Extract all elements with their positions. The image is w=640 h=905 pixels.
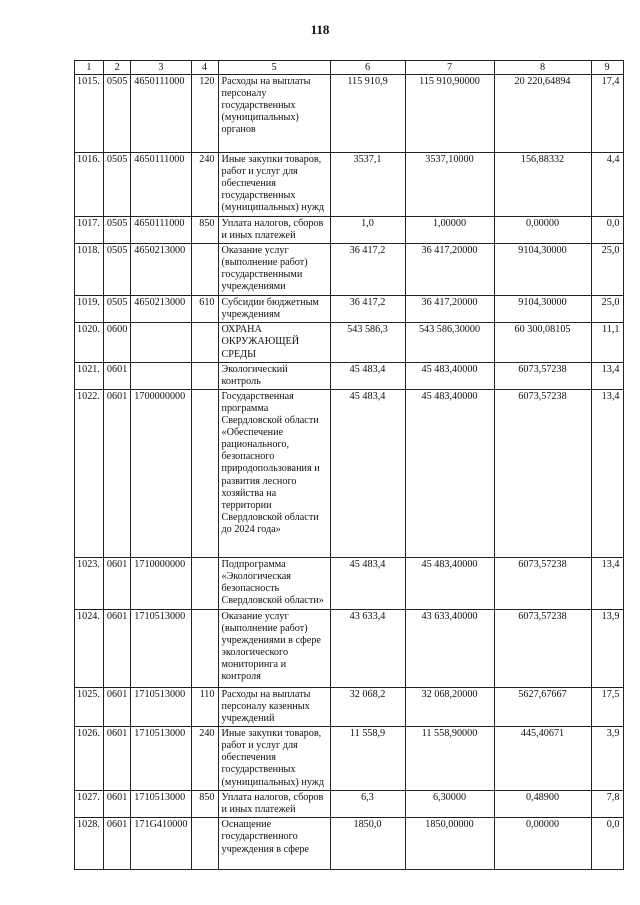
table-row — [75, 791, 624, 818]
execution-percent: 13,4 — [591, 362, 623, 389]
execution-percent: 17,4 — [591, 75, 623, 153]
table-row — [75, 727, 624, 791]
budget-table — [74, 60, 624, 870]
table-row — [75, 323, 624, 362]
execution-percent: 13,4 — [591, 389, 623, 557]
execution-percent: 25,0 — [591, 296, 623, 323]
target-code: 1710513000 — [131, 791, 191, 818]
expense-type: 850 — [191, 217, 218, 244]
table-row — [75, 75, 624, 153]
row-number: 1015. — [75, 75, 104, 153]
plan-amount-precise: 36 417,20000 — [405, 296, 494, 323]
plan-amount: 36 417,2 — [330, 244, 405, 296]
plan-amount-precise: 3537,10000 — [405, 153, 494, 217]
execution-percent: 13,4 — [591, 557, 623, 609]
table-row — [75, 217, 624, 244]
table-row — [75, 244, 624, 296]
executed-amount: 6073,57238 — [494, 557, 591, 609]
plan-amount: 11 558,9 — [330, 727, 405, 791]
section-code: 0505 — [103, 217, 130, 244]
table-row — [75, 362, 624, 389]
execution-percent: 7,8 — [591, 791, 623, 818]
expense-type: 240 — [191, 153, 218, 217]
section-code: 0601 — [103, 389, 130, 557]
row-number: 1024. — [75, 609, 104, 687]
execution-percent: 0,0 — [591, 818, 623, 870]
plan-amount-precise: 45 483,40000 — [405, 362, 494, 389]
plan-amount-precise: 45 483,40000 — [405, 557, 494, 609]
table-body — [75, 75, 624, 870]
execution-percent: 13,9 — [591, 609, 623, 687]
expense-type — [191, 362, 218, 389]
table-row — [75, 687, 624, 726]
expense-type — [191, 557, 218, 609]
plan-amount: 43 633,4 — [330, 609, 405, 687]
plan-amount-precise: 543 586,30000 — [405, 323, 494, 362]
page-number: 118 — [310, 22, 330, 37]
expense-type: 850 — [191, 791, 218, 818]
col-header-2: 2 — [103, 61, 130, 75]
execution-percent: 0,0 — [591, 217, 623, 244]
target-code: 171G410000 — [131, 818, 191, 870]
plan-amount: 45 483,4 — [330, 389, 405, 557]
expense-type: 120 — [191, 75, 218, 153]
item-name: Подпрограмма «Экологическая безопасность Свердловской области» — [218, 557, 330, 609]
row-number: 1022. — [75, 389, 104, 557]
item-name: Уплата налогов, сборов и иных платежей — [218, 791, 330, 818]
table-row — [75, 296, 624, 323]
plan-amount-precise: 45 483,40000 — [405, 389, 494, 557]
section-code: 0505 — [103, 296, 130, 323]
item-name: Оснащение государственного учреждения в сфере — [218, 818, 330, 870]
section-code: 0505 — [103, 75, 130, 153]
expense-type: 240 — [191, 727, 218, 791]
target-code: 4650111000 — [131, 153, 191, 217]
plan-amount-precise: 32 068,20000 — [405, 687, 494, 726]
execution-percent: 4,4 — [591, 153, 623, 217]
target-code — [131, 362, 191, 389]
row-number: 1028. — [75, 818, 104, 870]
table-row — [75, 557, 624, 609]
executed-amount: 0,48900 — [494, 791, 591, 818]
row-number: 1021. — [75, 362, 104, 389]
plan-amount: 36 417,2 — [330, 296, 405, 323]
plan-amount: 45 483,4 — [330, 557, 405, 609]
expense-type: 610 — [191, 296, 218, 323]
plan-amount: 1850,0 — [330, 818, 405, 870]
col-header-6: 6 — [330, 61, 405, 75]
executed-amount: 6073,57238 — [494, 362, 591, 389]
item-name: Иные закупки товаров, работ и услуг для обеспечения государственных (муниципальных) нужд — [218, 153, 330, 217]
section-code: 0505 — [103, 244, 130, 296]
row-number: 1027. — [75, 791, 104, 818]
section-code: 0601 — [103, 362, 130, 389]
item-name: Уплата налогов, сборов и иных платежей — [218, 217, 330, 244]
item-name: Оказание услуг (выполнение работ) учреждениями в сфере экологического мониторинга и контроля — [218, 609, 330, 687]
executed-amount: 156,88332 — [494, 153, 591, 217]
table-row — [75, 389, 624, 557]
row-number: 1025. — [75, 687, 104, 726]
target-code: 4650213000 — [131, 244, 191, 296]
expense-type — [191, 609, 218, 687]
execution-percent: 17,5 — [591, 687, 623, 726]
target-code: 4650111000 — [131, 217, 191, 244]
plan-amount-precise: 6,30000 — [405, 791, 494, 818]
executed-amount: 9104,30000 — [494, 296, 591, 323]
executed-amount: 5627,67667 — [494, 687, 591, 726]
expense-type — [191, 323, 218, 362]
col-header-5: 5 — [218, 61, 330, 75]
row-number: 1023. — [75, 557, 104, 609]
target-code: 1710513000 — [131, 727, 191, 791]
target-code — [131, 323, 191, 362]
execution-percent: 11,1 — [591, 323, 623, 362]
section-code: 0505 — [103, 153, 130, 217]
item-name: Экологический контроль — [218, 362, 330, 389]
plan-amount: 6,3 — [330, 791, 405, 818]
executed-amount: 9104,30000 — [494, 244, 591, 296]
header-row — [75, 61, 624, 75]
item-name: Субсидии бюджетным учреждениям — [218, 296, 330, 323]
row-number: 1017. — [75, 217, 104, 244]
expense-type — [191, 244, 218, 296]
plan-amount-precise: 1,00000 — [405, 217, 494, 244]
target-code: 1710513000 — [131, 687, 191, 726]
item-name: Расходы на выплаты персоналу государственных (муниципальных) органов — [218, 75, 330, 153]
section-code: 0600 — [103, 323, 130, 362]
plan-amount: 45 483,4 — [330, 362, 405, 389]
executed-amount: 60 300,08105 — [494, 323, 591, 362]
target-code: 1710000000 — [131, 557, 191, 609]
table-row — [75, 609, 624, 687]
col-header-1: 1 — [75, 61, 104, 75]
plan-amount: 1,0 — [330, 217, 405, 244]
col-header-4: 4 — [191, 61, 218, 75]
plan-amount-precise: 11 558,90000 — [405, 727, 494, 791]
executed-amount: 0,00000 — [494, 217, 591, 244]
col-header-8: 8 — [494, 61, 591, 75]
section-code: 0601 — [103, 687, 130, 726]
item-name: Государственная программа Свердловской области «Обеспечение рационального, безопасного природопользования и развития лесного хозяйства на территории Свердловской области до 2024 года» — [218, 389, 330, 557]
col-header-3: 3 — [131, 61, 191, 75]
target-code: 1710513000 — [131, 609, 191, 687]
executed-amount: 20 220,64894 — [494, 75, 591, 153]
table-row — [75, 153, 624, 217]
col-header-9: 9 — [591, 61, 623, 75]
row-number: 1020. — [75, 323, 104, 362]
row-number: 1026. — [75, 727, 104, 791]
executed-amount: 445,40671 — [494, 727, 591, 791]
target-code: 1700000000 — [131, 389, 191, 557]
plan-amount: 3537,1 — [330, 153, 405, 217]
col-header-7: 7 — [405, 61, 494, 75]
executed-amount: 6073,57238 — [494, 389, 591, 557]
plan-amount-precise: 43 633,40000 — [405, 609, 494, 687]
expense-type — [191, 389, 218, 557]
executed-amount: 0,00000 — [494, 818, 591, 870]
execution-percent: 3,9 — [591, 727, 623, 791]
row-number: 1016. — [75, 153, 104, 217]
item-name: Расходы на выплаты персоналу казенных учреждений — [218, 687, 330, 726]
item-name: ОХРАНА ОКРУЖАЮЩЕЙ СРЕДЫ — [218, 323, 330, 362]
executed-amount: 6073,57238 — [494, 609, 591, 687]
section-code: 0601 — [103, 791, 130, 818]
target-code: 4650111000 — [131, 75, 191, 153]
plan-amount-precise: 115 910,90000 — [405, 75, 494, 153]
execution-percent: 25,0 — [591, 244, 623, 296]
section-code: 0601 — [103, 727, 130, 791]
target-code: 4650213000 — [131, 296, 191, 323]
table-row — [75, 818, 624, 870]
plan-amount: 543 586,3 — [330, 323, 405, 362]
item-name: Иные закупки товаров, работ и услуг для обеспечения государственных (муниципальных) нужд — [218, 727, 330, 791]
section-code: 0601 — [103, 609, 130, 687]
item-name: Оказание услуг (выполнение работ) государственными учреждениями — [218, 244, 330, 296]
plan-amount-precise: 1850,00000 — [405, 818, 494, 870]
plan-amount: 115 910,9 — [330, 75, 405, 153]
plan-amount: 32 068,2 — [330, 687, 405, 726]
row-number: 1018. — [75, 244, 104, 296]
plan-amount-precise: 36 417,20000 — [405, 244, 494, 296]
section-code: 0601 — [103, 557, 130, 609]
section-code: 0601 — [103, 818, 130, 870]
expense-type — [191, 818, 218, 870]
row-number: 1019. — [75, 296, 104, 323]
expense-type: 110 — [191, 687, 218, 726]
